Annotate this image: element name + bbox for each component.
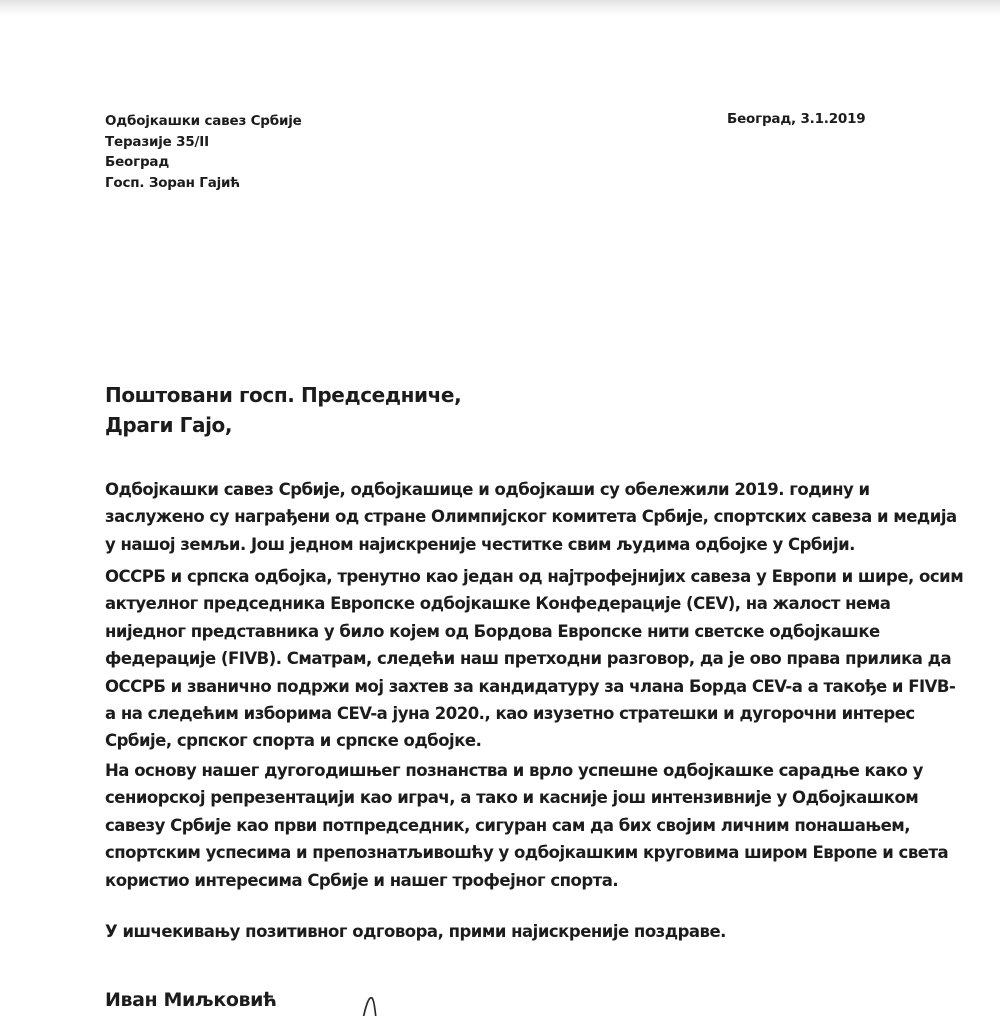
sender-city: Београд <box>105 154 170 171</box>
page-top-shadow <box>0 0 1000 16</box>
paragraph-3: На основу нашег дугогодишњег познанства и врло успешне одбојкашке сарадње како у сениорској репрезентацији као играч, а тако и касније још интензивније у Одбојкашком савезу Србије као први потпредседник, сигуран сам да бих својим личним понашањем, спортским успесима и препознатљивошћу у одбојкашким круговима широм Европе и света користио интересима Србије и нашег трофејног спорта. <box>105 761 949 890</box>
closing-line: У ишчекивању позитивног одговора, прими најискреније поздраве. <box>105 922 726 941</box>
salutation-block <box>105 380 461 440</box>
paragraph-2: ОССРБ и српска одбојка, тренутно као један од најтрофејнијих савеза у Европи и шире, осим актуелног председника Европске одбојкашке Конфедерације (CEV), на жалост нема ниједног представника у било којем од Бордова Европске нити светске одбојкашке федерације (FIVB). Сматрам, следећи наш претходни разговор, да је ово права прилика да ОССРБ и званично подржи мој захтев за кандидатуру за члана Борда CEV-а а такође и FIVB-а на следећим изборима CEV-а јуна 2020., као изузетно стратешки и дугорочни интерес Србије, српског спорта и српске одбојке. <box>105 567 964 751</box>
sender-organization: Одбојкашки савез Србије <box>105 113 302 129</box>
paragraph-1: Одбојкашки савез Србије, одбојкашице и одбојкаши су обележили 2019. годину и заслужено су награђени од стране Олимпијског комитета Србије, спортских савеза и медија у нашој земљи. Још једном најискреније честитке свим људима одбојке у Србији. <box>105 480 957 554</box>
recipient-name: Госп. Зоран Гајић <box>105 174 241 191</box>
salutation-line-2: Драги Гајо, <box>105 413 233 437</box>
sender-block <box>105 111 302 193</box>
dateline: Београд, 3.1.2019 <box>727 111 866 127</box>
handwritten-signature-stroke <box>360 993 382 1016</box>
salutation-line-1: Поштовани госп. Председниче, <box>105 383 462 407</box>
sender-address: Теразије 35/II <box>105 133 209 150</box>
signature-name: Иван Миљковић <box>105 989 277 1011</box>
